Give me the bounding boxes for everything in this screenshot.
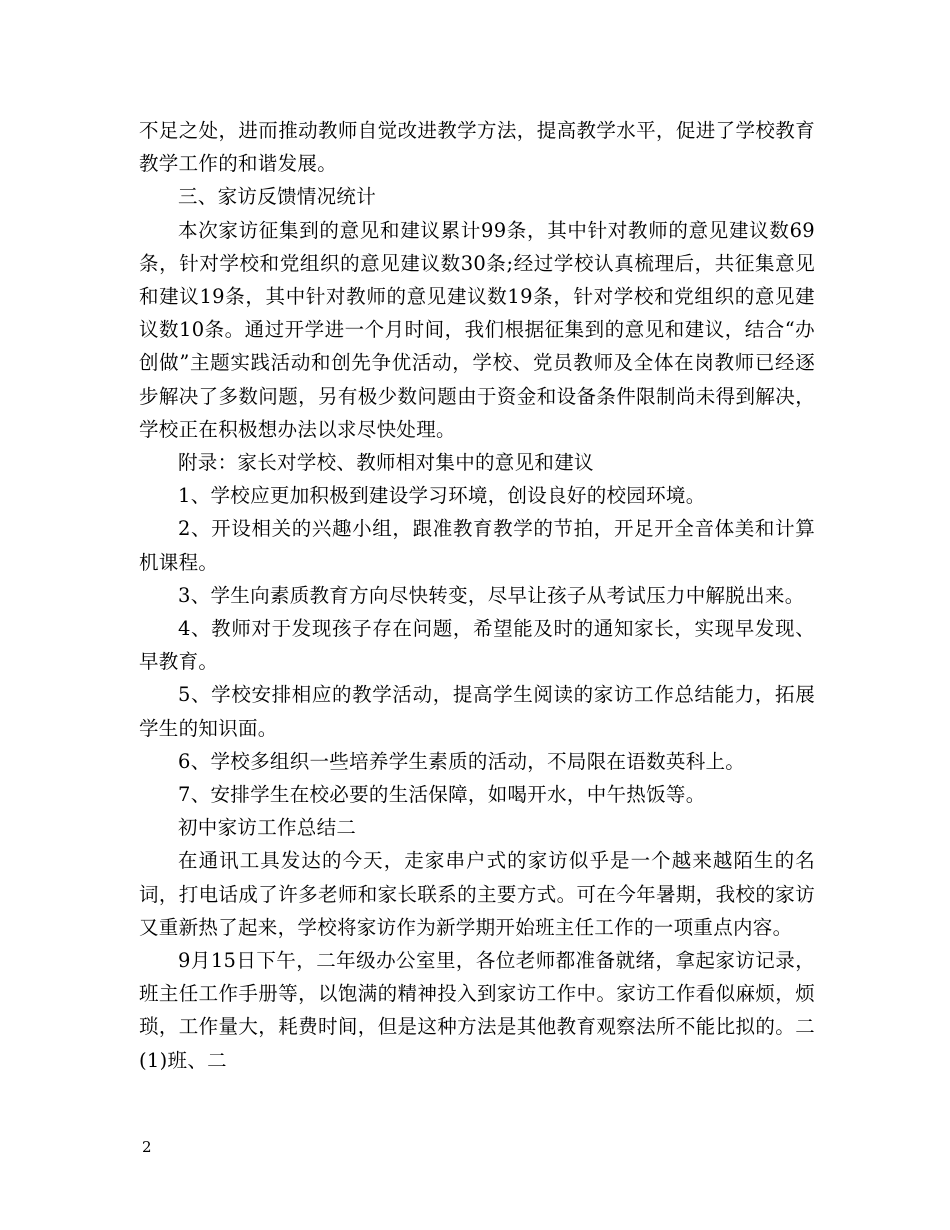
section-heading-3: 三、家访反馈情况统计 bbox=[178, 185, 377, 209]
paragraph-statistics: 本次家访征集到的意见和建议累计99条，其中针对教师的意见建议数69条，针对学校和党组织的意见建议数30条;经过学校认真梳理后，共征集意见和建议19条，其中针对教师的意见建议数19条，针对学校和党组织的意见建议数10条。通过开学进一个月时间，我们根据征集到的意见和建议，结合“办创做”主题实践活动和创先争优活动，学校、党员教师及全体在岗教师已经逐步解决了多数问题，另有极少数问题由于资金和设备条件限制尚未得到解决，学校正在积极想办法以求尽快处理。 bbox=[139, 218, 815, 441]
list-item-7: 7、安排学生在校必要的生活保障，如喝开水，中午热饭等。 bbox=[178, 783, 706, 807]
list-item-5: 5、学校安排相应的教学活动，提高学生阅读的家访工作总结能力，拓展学生的知识面。 bbox=[139, 683, 815, 740]
page-number: 2 bbox=[142, 1138, 152, 1156]
list-item-2: 2、开设相关的兴趣小组，跟准教育教学的节拍，开足开全音体美和计算机课程。 bbox=[139, 517, 815, 574]
list-item-1: 1、学校应更加积极到建设学习环境，创设良好的校园环境。 bbox=[178, 484, 706, 508]
list-item-4: 4、教师对于发现孩子存在问题，希望能及时的通知家长，实现早发现、早教育。 bbox=[139, 617, 815, 674]
paragraph-visit: 9月15日下午，二年级办公室里，各位老师都准备就绪，拿起家访记录，班主任工作手册等，以饱满的精神投入到家访工作中。家访工作看似麻烦，烦琐，工作量大，耗费时间，但是这种方法是其他教育观察法所不能比拟的。二(1)班、二 bbox=[139, 949, 815, 1072]
list-item-6: 6、学校多组织一些培养学生素质的活动，不局限在语数英科上。 bbox=[178, 749, 746, 773]
list-item-3: 3、学生向素质教育方向尽快转变，尽早让孩子从考试压力中解脱出来。 bbox=[178, 583, 805, 607]
document-body bbox=[139, 114, 815, 1077]
paragraph-intro: 在通讯工具发达的今天，走家串户式的家访似乎是一个越来越陌生的名词，打电话成了许多老师和家长联系的主要方式。可在今年暑期，我校的家访又重新热了起来，学校将家访作为新学期开始班主任工作的一项重点内容。 bbox=[139, 849, 815, 939]
section-heading-2: 初中家访工作总结二 bbox=[178, 816, 357, 840]
appendix-heading: 附录：家长对学校、教师相对集中的意见和建议 bbox=[178, 451, 594, 475]
paragraph-1: 不足之处，进而推动教师自觉改进教学方法，提高教学水平，促进了学校教育教学工作的和谐发展。 bbox=[139, 119, 815, 176]
